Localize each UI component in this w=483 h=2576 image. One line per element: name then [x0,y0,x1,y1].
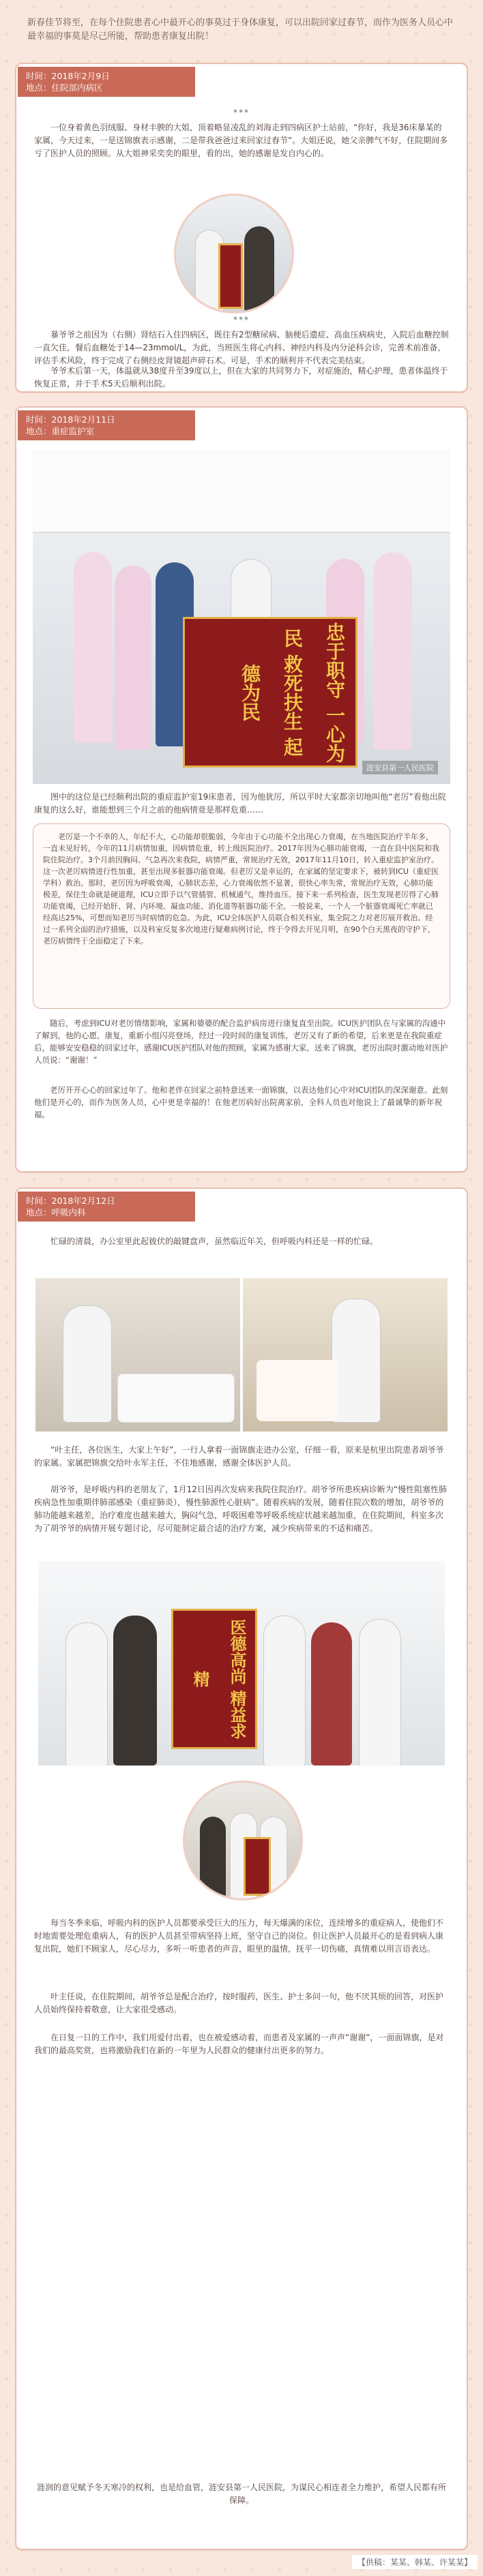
section-2-group-photo [33,450,450,784]
banner-3-line-1: 医德高尚 [227,1618,247,1684]
section-3-photo-right [243,1278,448,1431]
nurse-1 [74,552,112,743]
section-2-story-text: 老厉是一个不幸的人，年纪不大，心功能却很脆弱，今年由于心功能不全出现心力衰竭，在当地医院治疗半年多，一直未见好转，今年的11月病情加重，因病情危重，转上级医院治疗。2017年因为心肺功能衰竭，一直在县中医院和我院住院治疗。3个月前因胸闷、气急再次来我院，病情严重，常规治疗无效，2017年11月10日，转入重症监护室治疗。这一次老厉病情进行性加重，甚至出现多脏器功能衰竭。但老厉又是幸运的，在家属的坚定要求下，被转到ICU（重症医学科）救治。那时，老厉因为呼吸衰竭，心肺状态差，心力衰竭依然不显著，很快心率失常，常规治疗无效，心肺功能极差，保住生命就是硬道理，ICU立即予以气管插管、机械通气，维持血压。接下来一系列检查，医生发现老厉得了心肺功能衰竭，已经开始肝、肾、内环境、凝血功能、消化道等脏器功能不全。一般说来，一个人一个脏器衰竭死亡率就已经高达25%，可想而知老厉当时病情的危急。为此，ICU全体医护人员联合相关科室，集全院之力对老厉展开救治。经过一系列全面的治疗措施，以及科室反复多次地进行疑难病例讨论，终于令得去开见月明，在90个白天黑夜的守护下，老厉病情终于全面稳定了下来。 [43,832,439,945]
section-1-place: 地点：住院部内病区 [26,82,103,93]
section-3-tag [18,1192,195,1222]
section-1-date: 时间：2018年2月9日 [26,71,110,81]
family-1 [113,1616,157,1766]
contributors-credit: 【供稿：某某、韩某、许某某】 [352,2555,478,2569]
section-3-paragraph-6: 在日复一日的工作中，我们用爱付出着，也在被爱感动着，而患者及家属的一声声“谢谢”，一面面锦旗，是对我们的最高奖赏，也将激励我们在新的一年里为人民群众的健康付出更多的努力。 [34,2033,444,2055]
section-1-tag [18,67,195,97]
intro-text: 新春佳节将至，在每个住院患者心中最开心的事莫过于身体康复，可以出院回家过春节，而作为医务人员心中最幸福的事莫是尽己所能，帮助患者康复出院！ [27,18,454,42]
section-3-date: 时间：2018年2月12日 [26,1196,115,1206]
section-2-paragraph-3: 老厉开开心心的回家过年了。他和老伴在回家之前特意送来一面锦旗，以表达他们心中对ICU团队的深深谢意。此刻他们是开心的，而作为医务人员，心中更是幸福的！在他老厉病好出院离家前，全科人员也对他说上了最诚挚的新年祝福。 [34,1085,448,1119]
section-3-place: 地点：呼吸内科 [26,1207,86,1217]
section-3-group-photo [38,1561,445,1766]
section-2-place: 地点：重症监护室 [26,426,95,436]
patient-figure [244,226,274,312]
doctor-examining [332,1299,381,1423]
section-1-separator: *** [233,108,250,117]
section-3-paragraph-5: 叶主任说，在住院期间，胡爷爷总是配合治疗，按时服药，医生、护士多问一句，他不厌其烦的回答，对医护人员始终保持着敬意，让大家很受感动。 [34,1992,444,2014]
nurse-2 [115,566,151,750]
banner-3-line-2: 精益求精 [190,1671,247,1740]
section-2-story-box [33,823,450,1009]
section-1-separator-2: *** [233,315,250,324]
section-3-circle-photo [183,1781,303,1900]
section-1-photo [174,194,294,314]
banner-line-2: 一心为民 [281,628,346,763]
section-2-watermark: 涟安县第一人民医院 [362,761,438,774]
section-2-tag [18,410,195,440]
section-2-paragraph-2: 随后，考虑到ICU对老厉情绪影响，家属和婆婆的配合监护病房进行康复直至出院。ICU医护团队在与家属的沟通中了解到，他的心愿，康复，重新小组闪亮登场，经过一段时间的康复训练，老厉又有了新的希望，后来更是在我院重症后，能够安安稳稳的回家过年，感谢ICU医护团队对他的照顾，家属为感谢大家，送来了锦旗，老厉出院时激动地对医护人员说：“谢谢！” [34,1018,448,1065]
circle-banner [244,1837,271,1896]
staff-3 [359,1619,401,1766]
section-3-banner [171,1609,257,1749]
banner-line-1: 忠于职守 [323,622,346,699]
banner-line-4: 起德为民 [239,663,304,757]
closing-note: 涟润的意见赋予冬天寒冷的权利，也是给血管，涟安县第一人民医院，为谋民心相连者全力维护，希望人民都有所保障。 [36,2483,446,2505]
section-1-banner [218,243,243,309]
section-1-paragraph-3: 爷爷术后第一天，体温就从38度升至39度以上，但在大家的共同努力下，对症施治，精心护理，患者体温终于恢复正常，并于手术5天后顺利出院。 [34,366,448,389]
section-3-paragraph-1: 忙碌的清晨，办公室里此起彼伏的敲键盘声，虽然临近年关，但呼吸内科还是一样的忙碌。 [50,1237,379,1246]
banner-line-3: 救死扶生 [281,654,304,731]
section-3-photo-left [35,1278,240,1431]
section-2-date: 时间：2018年2月11日 [26,414,115,425]
patient-bed [117,1374,235,1423]
section-2-banner [183,617,357,768]
nurse-4 [374,552,412,750]
patient-in-bed [257,1360,338,1421]
section-3-paragraph-2: “叶主任，各位医生，大家上午好”，一行人拿着一面锦旗走进办公室，仔细一看，原来是杭里出院患者胡爷爷的家属。家属把锦旗交给叶永军主任，不住地感谢，感谢全体医护人员。 [34,1445,444,1468]
circle-person-1 [200,1817,226,1898]
family-2 [311,1622,352,1766]
section-3-paragraph-4: 每当冬季来临，呼吸内科的医护人员都要承受巨大的压力，每天爆满的床位，连续增多的重症病人，使他们不时地需要处理危重病人，有的医护人员甚至带病坚持上班，坚守自己的岗位。但让医护人员最开心的是看到病人康复出院，她们不顾家人，尽心尽力，多听一听患者的声音，眼里的温情，抚平一切伤痛，真情难以用言语表达。 [34,1918,444,1954]
doctor-at-bedside [63,1305,112,1423]
staff-1 [65,1622,108,1766]
section-3-paragraph-3: 胡爷爷，是呼吸内科的老朋友了，1月12日因再次发病来我院住院治疗。胡爷爷所患疾病诊断为“慢性阻塞性肺疾病急性加重期伴肺部感染（重症肺炎），慢性肺源性心脏病”。随着疾病的发展，随着住院次数的增加，胡爷爷的肺功能越来越差，治疗难度也越来越大，胸闷气急，呼吸困难等呼吸系统症状越来越加重，在住院期间，科室多次为了胡爷爷的病情开展专题讨论，尽可能制定最合适的治疗方案，减少疾病带来的不适和痛苦。 [34,1485,448,1533]
staff-2 [263,1616,306,1766]
section-2-paragraph-1: 图中的这位是已经顺利出院的重症监护室19床患者，因为他犹厉，所以平时大家都亲切地叫他“老厉”看他出院康复的这么好，谁能想到三个月之前的他病情竟是那样危重…… [34,792,446,815]
section-1-paragraph-1: 一位身着黄色羽绒服、身材丰腴的大姐，顶着略显凌乱的刘海走到四病区护士站前，“你好，我是36床暴某的家属，今天过来，一是送锦旗表示感谢，二是带我爸爸过来回家过春节”。大姐还说，她父亲脾气不好，住院期间多亏了医护人员的照顾。从大姐神采奕奕的眼里，看的出，她的感谢是发自内心的。 [34,123,448,158]
section-1-paragraph-2: 暴爷爷之前因为（右侧）肾结石入住四病区，既往有2型糖尿病、脑梗后遗症、高血压病病史，入院后血糖控制一直欠佳，餐后血糖处于14—23mmol/L，为此，当班医生将心内科、神经内科及内分泌科会诊，完善术前准备，评估手术风险，终于完成了右侧经皮肾镜超声碎石术。可是，手术的顺利并不代表完美结束。 [34,330,449,365]
